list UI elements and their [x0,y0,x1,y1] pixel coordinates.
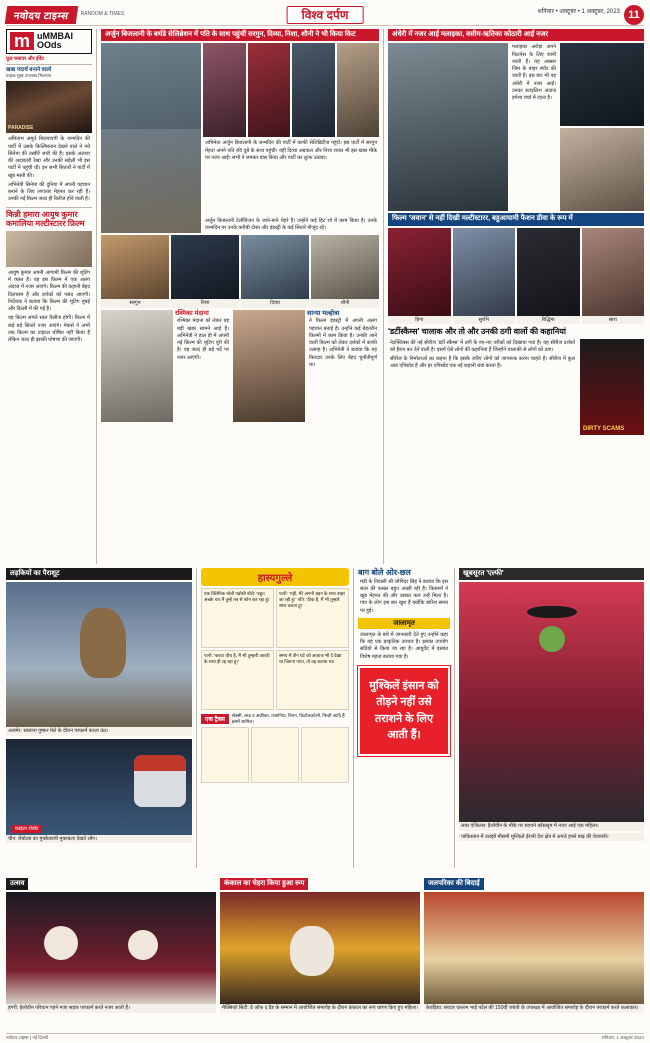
logo-word-1: uMMBAI [37,31,74,41]
bottom-heading-1: उत्सव [6,878,28,890]
bottom-item-1 [6,872,216,1022]
left-section-body-2: यह फ़िल्म अगले साल रिलीज होगी। फ़िल्म में कई बड़े सितारे नजर आएंगे। मेकर्स ने अभी तक फ़िल्म का टाइटल घोषित नहीं किया है लेकिन जल्द ही इसकी घोषणा की जाएगी। [8,315,90,344]
robot-label: फ़ाइटर रोबोट [12,825,42,833]
comic-panel-1: एक क्लिनिक बोली पड़ोसी बोले: 'बहुत अच्छे! यार मैं तुम्हें तब से फोन कर रहा हूं।' [201,588,274,648]
lower-divider-3 [454,568,455,868]
celeb-photo-b [560,128,644,211]
rashmika-caption: रश्मिका मंदाना [175,309,209,317]
movie-poster-photo: PARADISE [6,81,92,133]
poster-title: DIRTY SCAMS [583,425,625,432]
divider [6,64,92,65]
right-headline: अंधेरी में नजर आईं मलाइका, वसीम-ऋतिका कोठारी आईं नजर [388,29,644,41]
photo-caption-3: दिव्या [241,299,309,307]
star-caption-3: रिद्धिमा [517,316,580,324]
masthead-sublabel: RANDOM & TIMES [80,10,125,17]
guest-photo-3 [241,235,309,299]
footer-left: नवोदय टाइम्स | नई दिल्ली [6,1035,48,1040]
col3-body-2: जालामृत के बारे में जानकारी देते हुए उन्होंने कहा कि यह एक प्राकृतिक उपचार है। इसका उपयोग सदियों से किया जा रहा है। आयुर्वेद में इसका विशेष महत्व बताया गया है। [360,631,448,660]
party-photo-3 [292,43,335,137]
section-title-container [287,6,364,24]
left-section-body: आयुष कुमार अपनी आगामी फ़िल्म की शूटिंग में व्यस्त हैं। वह इस फ़िल्म में एक अलग अंदाज में नजर आएंगे। फ़िल्म की कहानी बेहद दिलचस्प है और दर्शकों को पसंद आएगी। निर्देशक ने बताया कि फ़िल्म की शूटिंग मुंबई और दिल्ली में की गई है। [8,269,90,313]
star-caption-1: हिना [388,316,451,324]
left-section-heading: किन्नी हमारा आयुष कुमार कमालिया मल्टीस्टारर फ़िल्म [6,209,85,229]
camel-heading: लड़कियों का पैराशूट [6,568,192,580]
hungary-photo [6,892,216,1004]
rashmika-text-block [175,310,231,422]
section-title: विश्व दर्पण [287,6,364,24]
camel-caption: अजमेर: सालाना पुष्कर मेले के दौरान परफ़ार्म करता ऊंट। [6,727,192,735]
page-footer [6,1033,644,1041]
mexico-photo [220,892,420,1004]
logo-word-2: OOds [37,40,62,51]
lower-divider-2 [353,568,354,868]
col3-heading-2: जालामृत [358,618,450,629]
photo-caption-2: निशा [171,299,239,307]
dirty-scams-poster [580,339,644,435]
sanya-heading: सान्या मल्होत्रा [307,309,340,317]
actor-photo-left [6,231,92,267]
main-celebrity-photo [101,43,201,233]
column-divider-2 [383,29,384,564]
newspaper-logo: नवोदय टाइम्स [5,6,78,24]
star-caption-2: सुरभि [453,316,516,324]
photo-caption-1: सरगुन [101,299,169,307]
right-column [388,29,644,564]
comic-panel-5 [201,727,249,783]
dirty-scams-body: नेटफ्लिक्स की नई सीरीज 'डर्टी स्कैम्स' में ठगी के नए-नए तरीकों को दिखाया गया है। यह सीरीज दर्शकों को हैरान कर देने वाली है। इसमें ऐसे लोगों की कहानियां हैं जिन्होंने चालाकी से लोगों को ठगा। [390,339,575,353]
elphie-caption: लास एंजिलस: हैलोवीन के मौके पर डरावने कॉस्ट्यूम में नजर आई एक महिला। [459,822,644,830]
bottom-item-3 [424,872,644,1022]
star-photo-1 [388,228,451,316]
sanya-text-block [307,310,379,422]
star-caption-4: सारा [582,316,645,324]
masthead-date: शनिवार • अक्टूबर • 1 अक्टूबर, 2023 [537,9,620,15]
main-columns [6,29,644,564]
photo-caption-4: शौनी [311,299,379,307]
center-column [101,29,379,564]
hungary-caption: हंगरी: हेलोवीन परिधान पहने मजा सड़क परफ़ार्म करते नजर आती हैं। [6,1004,216,1012]
ad-subheading: ग्राहक सुख उपलब्ध मिलवाए [6,73,52,79]
ad-tagline: फ़ूड फ्लावर और ईवेंट [6,55,44,62]
mexico-caption: मैक्सिको सिटी: डे ऑफ द डैड के सम्मान में आयोजित समारोह के दौरान कंकाल का रूप धारण किए हुए महिला। [222,1005,419,1012]
page-number-badge: 11 [624,5,644,25]
bottom-heading-2: कंकाल का चेहरा किया हुआ रूप [220,878,308,890]
guest-photo-1 [101,235,169,299]
lower-col-4 [459,568,644,868]
celeb-photo-a [560,43,644,126]
lower-col-1 [6,568,192,868]
dirty-scams-body-2: सीरीज के निर्माताओं का कहना है कि इसके जरिए लोगों को जागरूक करना चाहते हैं। सीरीज में कुल आठ एपिसोड हैं और हर एपिसोड एक नई कहानी बयां करता है। [390,356,575,370]
star-photo-4 [582,228,645,316]
ad-body-text-2: अभिनेत्री सिनेमा की दुनिया में अपनी पहचान बनाने के लिए लगातार मेहनत कर रही हैं। उनकी नई फ़िल्म जल्द ही रिलीज होने वाली है। [8,181,90,203]
comic-panel-2: पत्नी: 'यही, मेरे अपनी बहन के साथ बाहर जा रही हूं।' पति: 'ठीक है, मैं भी तुम्हारे साथ चलता हूं।' [276,588,349,648]
divider-2 [6,207,92,208]
logo-letter-m: m [10,32,34,50]
masthead [6,4,644,26]
robot-fight-photo [6,739,192,835]
lower-bottom-caption: पाकिस्तान में उलझी मौसमी मुश्किलें ईरानी देश क्षेत्र में अगले हफ्ते बाढ़ की चेतावनी। [459,833,644,841]
sanya-body: ने फ़िल्म इंडस्ट्री में अपनी अलग पहचान बनाई है। उन्होंने कई बेहतरीन फ़िल्मों में काम किया है। उनकी आने वाली फ़िल्म को लेकर दर्शकों में काफी उत्साह है। अभिनेत्री ने बताया कि यह किरदार उनके लिए बेहद चुनौतीपूर्ण था। [309,318,377,368]
tracks-text: सेक्सी, लाठ व अफ्रीका, तंजानिया, विनन, किटोलकरेली, फिजी आदि हैं इसमें शामिल। [231,713,345,724]
quote-box: मुश्किलें इंसान को तोड़ने नहीं उसे तराशने के लिए आती हैं। [358,666,450,756]
elphie-photo [459,582,644,822]
camel-photo [6,582,192,727]
sanya-photo [233,310,305,422]
col3-body: मंडी के निवासी श्री जोगिंदर सिंह ने बताया कि इस साल की फसल बहुत अच्छी रही है। किसानों ने खूब मेहनत की और उसका फल उन्हें मिला है। गांव के लोग इस बार खुश हैं क्योंकि बारिश समय पर हुई। [360,578,448,614]
center-headline: अर्जुन बिजलानी के बर्थडे सेलिब्रेशन में पति के साथ पहुंचीं सरगुन, दिव्या, निशा, शौनी ने भी किया किट [101,29,379,41]
guest-photo-2 [171,235,239,299]
comic-panel-4: समय में तीन घंटे को आवाज भी दे देखा था जितना पाया, तो वह बताया था। [276,650,349,710]
party-photo-2 [248,43,291,137]
lower-col-3 [358,568,450,868]
robot-caption: चीन: रोबोटस का मुक्केबाजी मुकाबला देखते लोग। [6,835,192,843]
party-photo-4 [337,43,380,137]
comic-panel-3: पत्नी: 'करवा चौथ है, मैं भी तुम्हारी आरती के साथ ही रह रहा हूं।' [201,650,274,710]
star-photo-2 [453,228,516,316]
mumbai-foods-logo [6,29,92,54]
bottom-heading-3: जलपरिका की बिदाई [424,878,484,890]
rashmika-body: रश्मिका मंदाना को लेकर यह बड़ी खबर सामने आई है। अभिनेत्री ने हाल ही में अपनी नई फ़िल्म की शूटिंग पूरी की है। वह जल्द ही बड़े पर्दे पर नजर आएंगी। [177,318,229,361]
footer-right: शनिवार, 1 अक्टूबर 2023 [601,1035,644,1040]
bottom-photo-strip [6,872,644,1022]
comics-title: हास्यगुल्ले [201,568,349,586]
comic-panel-6 [251,727,299,783]
guest-photo-4 [311,235,379,299]
lower-section [6,568,644,868]
kevadia-photo [424,892,644,1004]
bottom-item-2 [220,872,420,1022]
center-body-2: अर्जुन बिजलानी टेलीविजन के जाने-माने चेहरे हैं। उन्होंने कई हिट शो में काम किया है। उनके जन्मदिन पर उनके करीबी दोस्त और इंडस्ट्री के कई सितारे मौजूद रहे। [205,217,377,232]
tracks-label: एक ट्रैक्स [201,714,229,724]
column-divider-1 [96,29,97,564]
right-subheadline: फिल्म 'जवान' से नहीं दिखी मल्टीस्टारर, बहुआयामी फैशन डीवा के रूप में [388,213,644,225]
right-side-note: मलाइका अरोड़ा अपने फिटनेस के लिए जानी जाती हैं। वह अक्सर जिम के बाहर स्पॉट की जाती हैं। इस बार भी वह अंधेरी में नजर आईं। उनका स्टाइलिश अंदाज हमेशा चर्चा में रहता है। [512,44,556,102]
ad-body-text: अमिताभ अमूर्त मिलवाएगी के जन्मदिन की पार्टी में उसके फ़िल्मिस्तान देखने वाले ने नये सिनेमा की तस्वीरें जारी की हैं। इसके अलावा की अदाकारी रेखा और उनकी सहेली भी इस पार्टी में पहुंची थीं। इन सभी सितारों ने पार्टी में खूब मस्ती की। [8,136,90,179]
star-photo-3 [517,228,580,316]
logo-wordmark [37,32,73,51]
party-photo-1 [203,43,246,137]
dirty-scams-heading: 'डर्टीस्कैम्स' चालाक और तो और उनकी ठगी वालों की कहानियां [388,327,566,337]
col3-heading: बाग बोले ओर-छल [358,568,411,577]
lower-col-2-comics [201,568,349,868]
elphie-heading: खूबसूरत 'एल्फी' [459,568,644,580]
left-column [6,29,92,564]
ad-heading: खाद्य पदार्थ बनाने वालो [6,66,52,73]
rashmika-photo [101,310,173,422]
comic-panel-7 [301,727,349,783]
kevadia-caption: केवड़िया: सरदार वल्लभ भाई पटेल की 150वीं जयंती के उपलक्ष्य में आयोजित समारोह के दौरान परफ़ार्म करते कलाकार। [424,1004,644,1012]
lower-divider-1 [196,568,197,868]
malaika-main-photo [388,43,508,211]
center-body-1: अभिनेता अर्जुन बिजलानी के जन्मदिन की पार्टी में काफी सेलिब्रिटीज पहुंचे। इस पार्टी में सरगुन मेहता अपने पति रवि दुबे के साथ पहुंचीं। वहीं दिव्या अग्रवाल और निशा रावल भी इस खास मौके पर नजर आईं। सभी ने जमकर डांस किया और पार्टी का लुत्फ उठाया। [205,140,377,161]
